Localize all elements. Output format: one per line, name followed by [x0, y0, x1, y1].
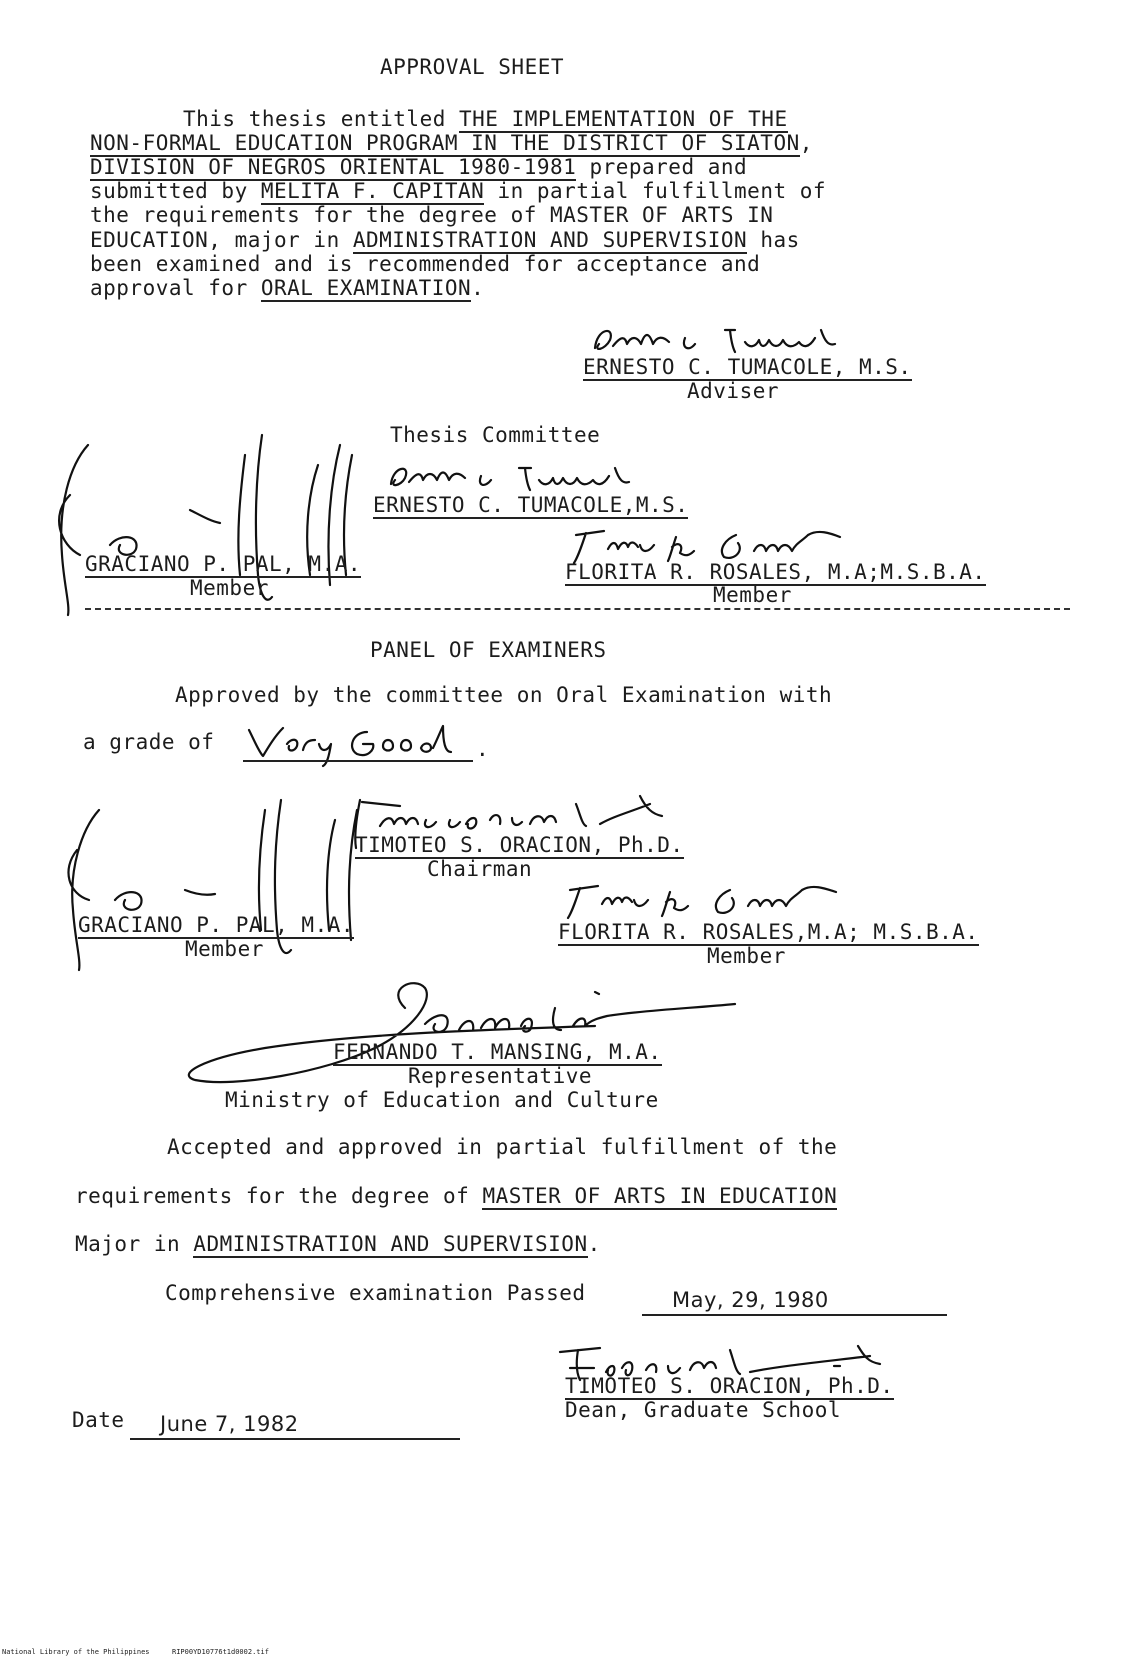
section-divider	[85, 608, 1070, 610]
committee-right-member-role: Member	[713, 583, 792, 607]
page-title: APPROVAL SHEET	[380, 55, 565, 79]
accepted-line-1: Accepted and approved in partial fulfillment of the	[167, 1135, 838, 1159]
underlined-text: MELITA F. CAPITAN	[260, 179, 485, 203]
adviser-role: Adviser	[687, 379, 780, 403]
intro-line: This thesis entitled THE IMPLEMENTATION OF THE	[183, 107, 788, 131]
intro-line: been examined and is recommended for acceptance and	[90, 252, 761, 276]
committee-right-member-name: FLORITA R. ROSALES, M.A;M.S.B.A.	[565, 560, 986, 584]
committee-left-member-role: Member	[190, 576, 269, 600]
committee-left-member-name: GRACIANO P. PAL, M.A.	[85, 552, 362, 576]
footer-library: National Library of the Philippines	[2, 1648, 150, 1656]
comprehensive-date: May, 29, 1980	[672, 1288, 829, 1312]
underlined-text: ORAL EXAMINATION	[260, 276, 472, 300]
date-label: Date	[72, 1408, 125, 1432]
committee-chair-name: ERNESTO C. TUMACOLE,M.S.	[373, 493, 689, 517]
adviser-name: ERNESTO C. TUMACOLE, M.S.	[583, 355, 912, 379]
intro-line: DIVISION OF NEGROS ORIENTAL 1980-1981 prepared and	[90, 155, 748, 179]
degree-name: MASTER OF ARTS IN EDUCATION	[482, 1184, 838, 1208]
footer-file: RIP00YD10776t1d0002.tif	[172, 1648, 269, 1656]
panel-left-member-role: Member	[185, 937, 264, 961]
panel-right-signature	[562, 878, 862, 924]
accepted-line-2: requirements for the degree of MASTER OF ARTS IN EDUCATION	[75, 1184, 838, 1208]
intro-line: submitted by MELITA F. CAPITAN in partial fulfillment of	[90, 179, 827, 203]
major-name: ADMINISTRATION AND SUPERVISION	[193, 1232, 588, 1256]
underlined-text: NON-FORMAL EDUCATION PROGRAM IN THE DISTRICT OF SIATON	[90, 131, 800, 155]
intro-line: approval for ORAL EXAMINATION.	[90, 276, 485, 300]
date-value: June 7, 1982	[160, 1412, 299, 1436]
panel-chairman-role: Chairman	[427, 857, 533, 881]
panel-heading: PANEL OF EXAMINERS	[370, 638, 607, 662]
comprehensive-label: Comprehensive examination Passed	[165, 1281, 586, 1305]
panel-right-member-role: Member	[707, 944, 786, 968]
committee-heading: Thesis Committee	[390, 423, 601, 447]
representative-name: FERNANDO T. MANSING, M.A.	[333, 1040, 662, 1064]
dean-name: TIMOTEO S. ORACION, Ph.D.	[565, 1374, 894, 1398]
underlined-text: ADMINISTRATION AND SUPERVISION	[352, 228, 748, 252]
underlined-text: THE IMPLEMENTATION OF THE	[459, 107, 788, 131]
panel-left-member-name: GRACIANO P. PAL, M.A.	[78, 913, 355, 937]
underlined-text: DIVISION OF NEGROS ORIENTAL 1980-1981	[90, 155, 577, 179]
panel-right-member-name: FLORITA R. ROSALES,M.A; M.S.B.A.	[558, 920, 979, 944]
approved-line-2: a grade of	[83, 730, 215, 754]
grade-period: .	[476, 737, 490, 761]
date-line	[130, 1438, 460, 1440]
grade-line	[243, 760, 473, 762]
accepted-line-3: Major in ADMINISTRATION AND SUPERVISION.	[75, 1232, 601, 1256]
approved-line-1: Approved by the committee on Oral Examination with	[175, 683, 833, 707]
comprehensive-date-line	[642, 1314, 947, 1316]
panel-chairman-name: TIMOTEO S. ORACION, Ph.D.	[355, 833, 684, 857]
intro-line: the requirements for the degree of MASTER OF ARTS IN	[90, 203, 774, 227]
representative-org: Ministry of Education and Culture	[225, 1088, 659, 1112]
intro-line: NON-FORMAL EDUCATION PROGRAM IN THE DISTRICT OF SIATON,	[90, 131, 813, 155]
dean-role: Dean, Graduate School	[565, 1398, 842, 1422]
representative-role: Representative	[408, 1064, 593, 1088]
intro-line: EDUCATION, major in ADMINISTRATION AND SUPERVISION has	[90, 228, 800, 252]
